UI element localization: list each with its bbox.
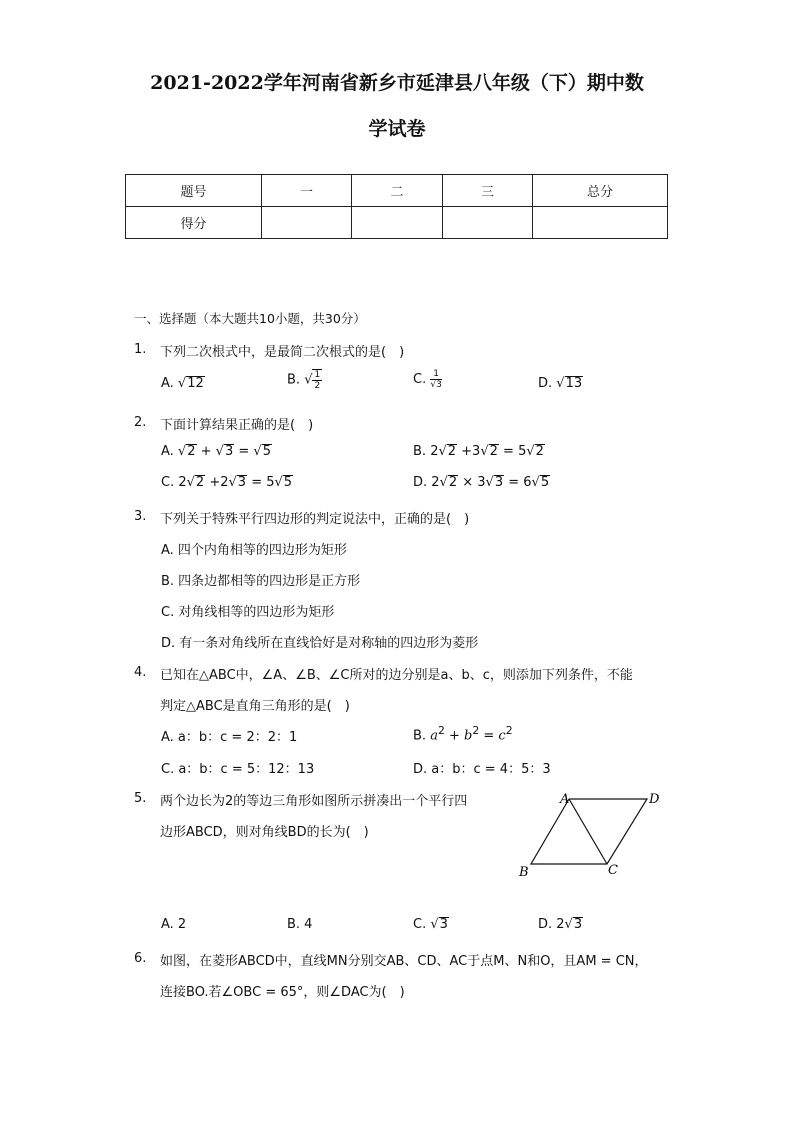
score-cell[interactable] <box>443 207 533 239</box>
option-b[interactable]: B. √ $\frac{1}{2}$ <box>287 370 321 391</box>
question-stem: 两个边长为2的等边三角形如图所示拼凑出一个平行四 <box>160 794 468 809</box>
question-stem-cont: 判定△ABC是直角三角形的是( ) <box>160 699 350 714</box>
question-number: 1. <box>134 342 147 357</box>
vertex-label-d: D <box>649 792 660 807</box>
parallelogram-figure <box>510 786 670 880</box>
option-a[interactable]: A. a：b：c = 2：2：1 <box>161 730 298 745</box>
score-cell[interactable] <box>262 207 352 239</box>
option-c[interactable]: C. √3 <box>413 917 448 932</box>
row-label-cell: 得分 <box>126 207 262 239</box>
question-stem-cont: 连接BO.若∠OBC = 65°，则∠DAC为( ) <box>160 985 405 1000</box>
option-a[interactable]: A. √12 <box>161 376 204 391</box>
section-heading: 一、选择题（本大题共10小题，共30分） <box>134 311 366 326</box>
header-cell: 三 <box>443 175 533 207</box>
option-b[interactable]: B. $a^2 + b^2 = c^2$ <box>413 724 513 744</box>
question-number: 5. <box>134 791 147 806</box>
option-d[interactable]: D. √13 <box>538 376 583 391</box>
table-row <box>126 175 668 207</box>
question-stem: 下列关于特殊平行四边形的判定说法中，正确的是( ) <box>160 512 470 527</box>
option-c[interactable]: C. a：b：c = 5：12：13 <box>161 762 315 777</box>
page-title-line1: 2021-2022学年河南省新乡市延津县八年级（下）期中数 <box>150 72 644 94</box>
question-number: 6. <box>134 951 147 966</box>
question-stem: 已知在△ABC中，∠A、∠B、∠C所对的边分别是a、b、c，则添加下列条件，不能 <box>160 668 633 683</box>
parallelogram-outline <box>531 799 647 864</box>
score-table <box>125 174 668 239</box>
question-number: 2. <box>134 415 147 430</box>
vertex-label-c: C <box>608 863 618 878</box>
page-title-line2: 学试卷 <box>368 118 426 140</box>
option-a[interactable]: A. √2 + √3 = √5 <box>161 444 271 459</box>
option-d[interactable]: D. 有一条对角线所在直线恰好是对称轴的四边形为菱形 <box>161 636 479 651</box>
option-b[interactable]: B. 4 <box>287 917 313 932</box>
header-cell: 题号 <box>126 175 262 207</box>
header-cell: 二 <box>352 175 443 207</box>
header-cell: 一 <box>262 175 352 207</box>
option-c[interactable]: C. 对角线相等的四边形为矩形 <box>161 605 335 620</box>
option-c[interactable]: C. $\frac{1}{√3}$ <box>413 369 442 390</box>
score-cell[interactable] <box>533 207 668 239</box>
diagonal-ac <box>569 799 607 864</box>
question-number: 3. <box>134 509 147 524</box>
question-number: 4. <box>134 665 147 680</box>
vertex-label-b: B <box>519 865 529 880</box>
option-a[interactable]: A. 四个内角相等的四边形为矩形 <box>161 543 347 558</box>
vertex-label-a: A <box>560 792 570 807</box>
question-stem: 下列二次根式中，是最简二次根式的是( ) <box>160 345 405 360</box>
option-c[interactable]: C. 2√2 +2√3 = 5√5 <box>161 475 293 490</box>
question-stem: 下面计算结果正确的是( ) <box>160 418 314 433</box>
option-d[interactable]: D. a：b：c = 4：5：3 <box>413 762 551 777</box>
question-stem-cont: 边形ABCD，则对角线BD的长为( ) <box>160 825 369 840</box>
question-stem: 如图，在菱形ABCD中，直线MN分别交AB、CD、AC于点M、N和O，且AM = CN， <box>160 954 648 969</box>
score-cell[interactable] <box>352 207 443 239</box>
option-d[interactable]: D. 2√2 × 3√3 = 6√5 <box>413 475 550 490</box>
option-d[interactable]: D. 2√3 <box>538 917 583 932</box>
option-a[interactable]: A. 2 <box>161 917 187 932</box>
header-cell: 总分 <box>533 175 668 207</box>
table-row <box>126 207 668 239</box>
option-b[interactable]: B. 2√2 +3√2 = 5√2 <box>413 444 544 459</box>
option-b[interactable]: B. 四条边都相等的四边形是正方形 <box>161 574 361 589</box>
